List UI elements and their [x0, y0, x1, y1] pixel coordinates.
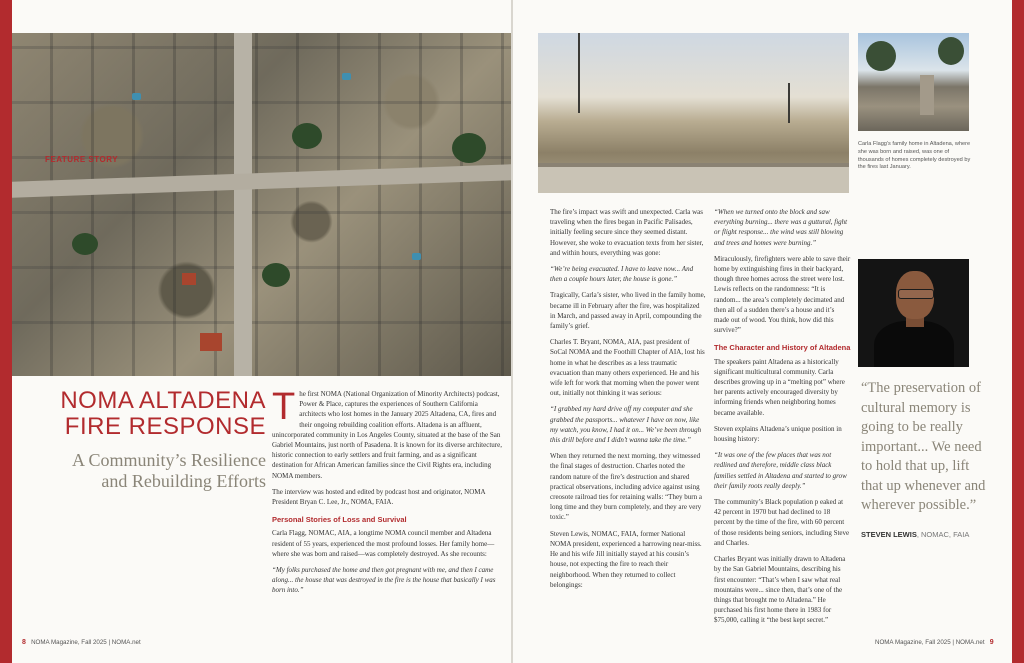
paragraph: The speakers paint Altadena as a historically significant multicultural community. Carla describes growing up in a “melting pot” where her parents actively encouraged diversity by informing friends when neighboring homes became available.: [714, 357, 845, 417]
body-column: [550, 207, 706, 596]
paragraph: Charles Bryant was initially drawn to Altadena by the San Gabriel Mountains, describing his first encounter: “That’s when I saw what real mountains were... since then, that’s one of the things that brought me to Altadena.” He purchased his first home there in 1983 for $75,000, calling it “the best kept secret.”: [714, 555, 846, 625]
paragraph: Tragically, Carla’s sister, who lived in the family home, became ill in February after the fire, was hospitalized in March, and passed away in April, compounding the family’s grief.: [550, 291, 706, 331]
aerial-roof: [200, 333, 222, 351]
article-subtitle: [36, 450, 266, 492]
author-name: STEVEN LEWIS: [861, 530, 917, 539]
intro-text: he first NOMA (National Organization of Minority Architects) podcast, Power & Place, captures the experiences of Southern California architects who lost homes in the January 2025 Altadena, CA, fires and their ongoing rebuilding coalition efforts. Altadena is an affluent, unincorporated community in Los Angeles County, situated at the base of the San Gabriel Mountains, just north of Pasadena. It is known for its diverse architecture, historic connection to early settlers and fruit farming, and as a significant destination for African American families since the Civil Rights era, including NOMA members.: [272, 390, 502, 480]
body-column: [714, 207, 851, 632]
aerial-fire-photo: [12, 33, 511, 376]
footer-text: NOMA Magazine, Fall 2025 | NOMA.net: [875, 639, 985, 646]
paragraph: Carla Flagg, NOMAC, AIA, a longtime NOMA council member and Altadena resident of 55 years, experienced the most profound losses. Her family home—where she was born and raised—was completely destroyed. As she recounts:: [272, 529, 495, 558]
destroyed-home-photo: [858, 33, 969, 131]
author-title: , NOMAC, FAIA: [916, 530, 970, 539]
page-footer: [22, 639, 141, 646]
photo-tree: [938, 37, 964, 65]
left-page: [12, 0, 511, 663]
page-number: 9: [989, 639, 994, 646]
glasses-icon: [898, 289, 934, 299]
paragraph: The interview was hosted and edited by podcast host and originator, NOMA President Bryan C. Lee, Jr., NOMA, FAIA.: [272, 487, 486, 507]
photo-tree: [866, 41, 896, 71]
feature-tag: FEATURE STORY: [45, 155, 119, 164]
paragraph: Steven explains Altadena’s unique position in housing history:: [714, 424, 842, 444]
right-page: [513, 0, 1012, 663]
aerial-roof: [182, 273, 196, 285]
paragraph: Charles T. Bryant, NOMA, AIA, past president of SoCal NOMA and the Foothill Chapter of AIA, lost his home in what he describes as a less traumatic evacuation than many others experienced. He and his wife left for work that morning when the power went out, initially not thinking it was serious:: [550, 338, 705, 398]
paragraph: Steven Lewis, NOMAC, FAIA, former National NOMA president, experienced a harrowing near-miss. He and his wife Jill initially stayed at his cousin’s house, not expecting the fire to reach their neighborhood. When they returned to collect belongings:: [550, 529, 702, 589]
portrait-body: [874, 321, 954, 367]
quote: “I grabbed my hard drive off my computer and she grabbed the passports... whatever I have on now, like my watch, you know, I had it on... We’ve been through this drill before and I didn’t wanna take the time.”: [550, 405, 702, 445]
page-number: 8: [22, 639, 26, 646]
quote: “We’re being evacuated. I have to leave now... And then a couple hours later, the house is gone.”: [550, 265, 694, 284]
subtitle-line: and Rebuilding Efforts: [101, 471, 266, 491]
steven-lewis-portrait: [858, 259, 969, 367]
quote: “When we turned onto the block and saw everything burning... there was a guttural, fight or flight response... the wind was still blowing and trees and homes were burning.”: [714, 208, 848, 247]
intro-paragraph: [272, 386, 504, 481]
aerial-pool: [342, 73, 351, 80]
aerial-pool: [412, 253, 421, 260]
utility-pole: [578, 33, 580, 113]
burned-street-photo: [538, 33, 849, 193]
pull-quote: “The preservation of cultural memory is going to be really important... We need to hold that up, lift that up whenever and wherever possible.”: [861, 380, 986, 513]
section-heading: The Character and History of Altadena: [714, 343, 851, 353]
aerial-tree: [292, 123, 322, 149]
aerial-tree: [452, 133, 486, 163]
title-line: FIRE RESPONSE: [64, 413, 266, 440]
utility-pole: [788, 83, 790, 123]
page-footer: [875, 639, 994, 646]
chimney-ruin: [920, 75, 934, 115]
sidewalk: [538, 167, 849, 193]
article-title-block: [36, 388, 266, 492]
pull-quote-author: [861, 530, 969, 539]
drop-cap: T: [272, 386, 296, 428]
aerial-tree: [262, 263, 290, 287]
quote: “It was one of the few places that was not redlined and therefore, middle class black families settled in Altadena and started to grow their family roots really deeply.”: [714, 451, 847, 490]
body-column: [272, 386, 504, 602]
section-heading: Personal Stories of Loss and Survival: [272, 515, 407, 525]
aerial-road: [234, 33, 252, 376]
paragraph: The fire’s impact was swift and unexpected. Carla was traveling when the fires began in Pacific Palisades, initially feeling secure since they seemed distant. However, she woke to evacuation texts from her sister, and within hours, everything was gone:: [550, 208, 704, 257]
title-line: NOMA ALTADENA: [60, 387, 266, 414]
aerial-pool: [132, 93, 141, 100]
paragraph: The community’s Black population p eaked at 42 percent in 1970 but had declined to 18 percent by the time of the fire, with 60 percent of those residents being seniors, including Steve and Charles.: [714, 498, 850, 547]
article-title: [36, 388, 266, 440]
paragraph: When they returned the next morning, they witnessed the final stages of destruction. Charles noted the random nature of the fire’s destruction and shared practical observations, including advice against using creosote railroad ties for retaining walls: “They burn a long time and they burn completely, and they are very toxic.”: [550, 452, 702, 522]
aerial-road: [12, 164, 511, 197]
footer-text: NOMA Magazine, Fall 2025 | NOMA.net: [31, 639, 141, 646]
photo-caption: Carla Flagg’s family home in Altadena, where she was born and raised, was one of thousands of homes completely destroyed by the fires last January.: [858, 141, 971, 171]
aerial-tree: [72, 233, 98, 255]
subtitle-line: A Community’s Resilience: [72, 450, 266, 470]
paragraph: Miraculously, firefighters were able to save their home by extinguishing fires in their backyard, though three homes across the street were lost. Lewis reflects on the randomness: “It is random... the area’s completely decimated and then all of a sudden there’s a house and it’s made out of wood. You think, how did this survive?”: [714, 254, 851, 335]
quote: “My folks purchased the home and then got pregnant with me, and then I came along... the house that was destroyed in the fire is the house that basically I was born into.”: [272, 566, 496, 595]
